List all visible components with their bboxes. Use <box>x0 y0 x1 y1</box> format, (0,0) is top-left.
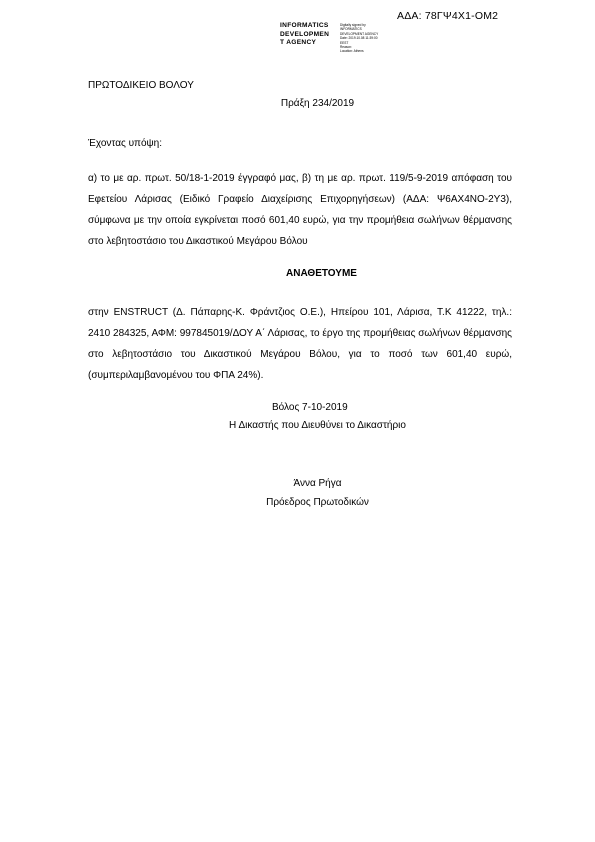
court-name: ΠΡΩΤΟΔΙΚΕΙΟ ΒΟΛΟΥ <box>88 80 194 91</box>
act-number: Πράξη 234/2019 <box>280 98 355 109</box>
signatory-title: Πρόεδρος Πρωτοδικών <box>266 497 369 508</box>
stamp-detail-line: Reason: <box>340 45 352 50</box>
digital-signature-stamp <box>280 22 390 56</box>
considering-label: Έχοντας υπόψη: <box>88 138 162 149</box>
stamp-detail-line: Location: Athens <box>340 49 364 54</box>
stamp-detail-line: EEST <box>340 40 349 45</box>
signatory-name: Άννα Ρήγα <box>293 478 342 489</box>
act-number-row <box>0 98 595 109</box>
ada-code: ΑΔΑ: 78ΓΨ4Χ1-ΟΜ2 <box>397 10 499 22</box>
place-date: Βόλος 7-10-2019 <box>272 402 348 413</box>
assignment-paragraph: στην ENSTRUCT (Δ. Πάπαρης-Κ. Φράντζιος Ο.Ε.), Ηπείρου 101, Λάρισα, Τ.Κ 41222, τηλ.: 2410 284325, ΑΦΜ: 997845019/ΔΟΥ Α΄ Λάρισας, το έργο της προμήθειας σωλήνων θέρμανσης στο λεβητοστάσιο του Δικαστικού Μεγάρου Βόλου, για το ποσό των 601,40 ευρώ, (συμπεριλαμβανομένου του ΦΠΑ 24%). <box>88 307 512 381</box>
assignment-heading: ΑΝΑΘΕΤΟΥΜΕ <box>286 268 357 279</box>
stamp-detail-line: DEVELOPMENT AGENCY <box>340 31 379 36</box>
stamp-organization <box>280 22 329 48</box>
stamp-detail-line: Digitally signed by <box>340 23 366 27</box>
signatory-name-row <box>0 478 595 489</box>
judge-role: Η Δικαστής που Διευθύνει το Δικαστήριο <box>229 420 406 431</box>
stamp-detail-line: INFORMATICS <box>340 27 362 32</box>
considerations-paragraph: α) το με αρ. πρωτ. 50/18-1-2019 έγγραφό μας, β) τη με αρ. πρωτ. 119/5-9-2019 απόφαση του Εφετείου Λάρισας (Ειδικό Γραφείο Διαχείρισης Επιχορηγήσεων) (ΑΔΑ: Ψ6ΑΧ4ΝΟ-2Υ3), σύμφωνα με την οποία εγκρίνεται ποσό 601,40 ευρώ, για την προμήθεια σωλήνων θέρμανσης στο λεβητοστάσιο του Δικαστικού Μεγάρου Βόλου <box>88 173 512 247</box>
signatory-title-row <box>0 497 595 508</box>
stamp-line: DEVELOPMEN <box>280 30 330 38</box>
stamp-line: INFORMATICS <box>280 22 329 29</box>
judge-role-row <box>0 420 595 431</box>
stamp-details <box>340 23 378 54</box>
assignment-heading-row <box>0 268 595 279</box>
stamp-detail-line: Date: 2019.10.08 11:39:00 <box>340 36 378 41</box>
stamp-line: T AGENCY <box>280 39 317 47</box>
